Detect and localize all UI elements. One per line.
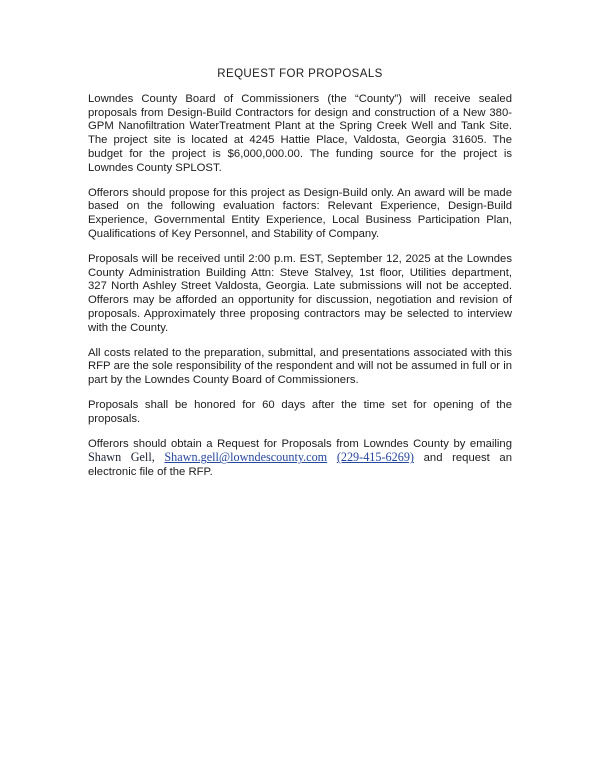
contact-name: Shawn Gell, — [88, 450, 155, 465]
paragraph-evaluation-factors: Offerors should propose for this project as Design-Build only. An award will be made based on the following evaluation factors: Relevant Experience, Design-Build Experience, Governmental Entity Experience, Local Business Participation Plan, Qualifications of Key Personnel, and Stability of Company. — [88, 186, 512, 240]
phone-link[interactable]: (229-415-6269) — [336, 450, 414, 465]
contact-suffix-text: and request an electronic file of the RFP. — [88, 452, 512, 479]
document-title: REQUEST FOR PROPOSALS — [217, 68, 383, 80]
email-link[interactable]: Shawn.gell@lowndescounty.com — [164, 450, 328, 465]
paragraph-proposal-validity: Proposals shall be honored for 60 days after the time set for opening of the proposals. — [88, 398, 512, 425]
contact-prefix-text: Offerors should obtain a Request for Proposals from Lowndes County by emailing — [88, 437, 512, 450]
paragraph-submission-details: Proposals will be received until 2:00 p.m. EST, September 12, 2025 at the Lowndes County Administration Building Attn: Steve Stalvey, 1st floor, Utilities department, 327 North Ashley Street Valdosta, Georgia. Late submissions will not be accepted. Offerors may be afforded an opportunity for discussion, negotiation and revision of proposals. Approximately three proposing contractors may be selected to interview with the County. — [88, 252, 512, 334]
paragraph-contact — [88, 438, 512, 480]
paragraph-project-description: Lowndes County Board of Commissioners (the “County”) will receive sealed proposals from Design-Build Contractors for design and construction of a New 380-GPM Nanofiltration WaterTreatment Plant at the Spring Creek Well and Tank Site. The project site is located at 4245 Hattie Place, Valdosta, Georgia 31605. The budget for the project is $6,000,000.00. The funding source for the project is Lowndes County SPLOST. — [88, 92, 512, 174]
paragraph-cost-responsibility: All costs related to the preparation, submittal, and presentations associated with this RFP are the sole responsibility of the respondent and will not be assumed in full or in part by the Lowndes County Board of Commissioners. — [88, 346, 512, 387]
